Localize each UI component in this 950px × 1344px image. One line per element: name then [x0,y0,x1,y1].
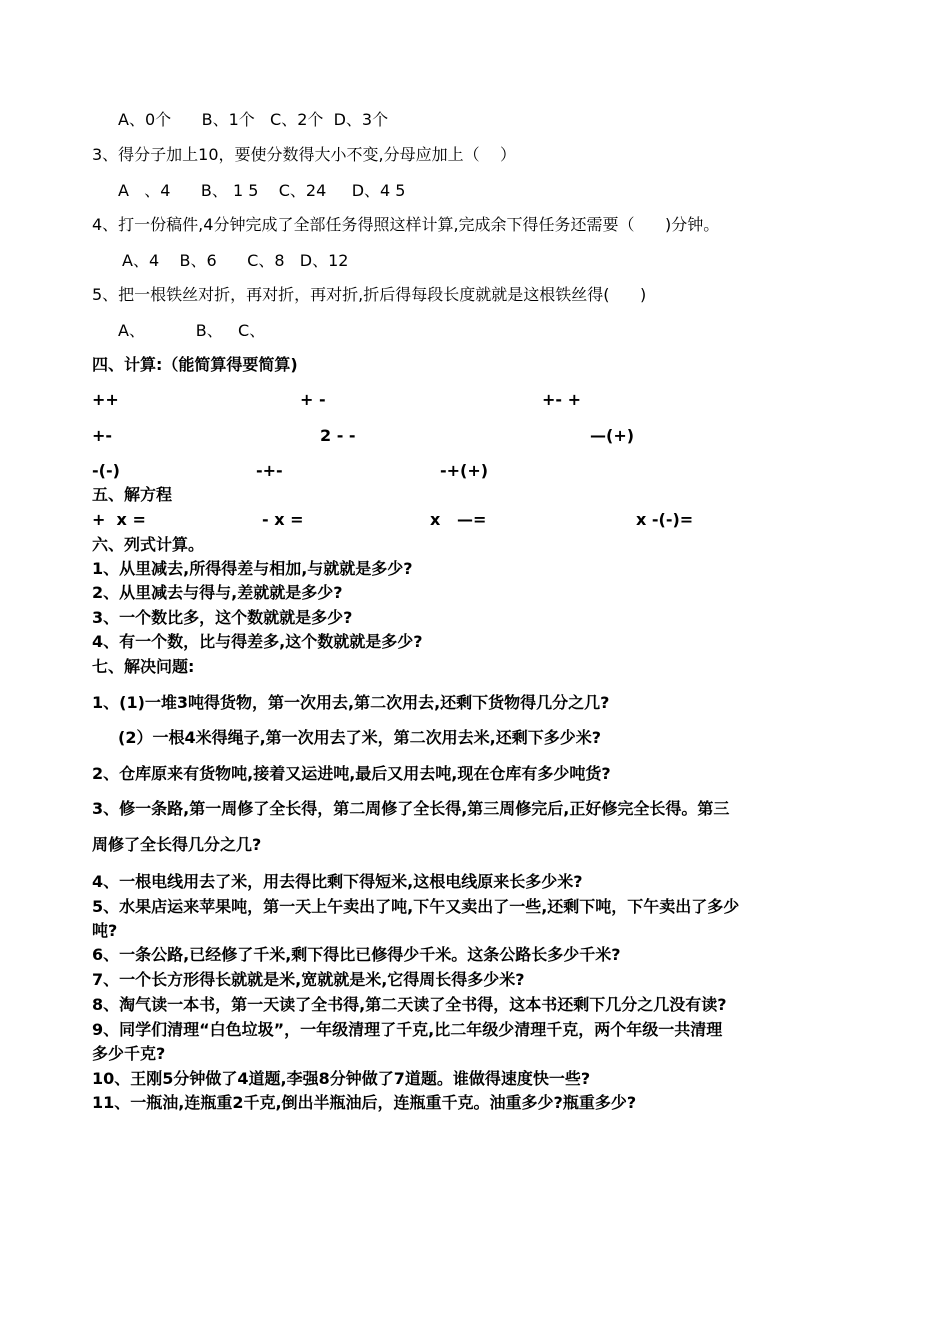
s7-q1-1: 1、(1)一堆3吨得货物，第一次用去,第二次用去,还剩下货物得几分之几? [92,693,610,712]
section-5-heading: 五、解方程 [92,485,173,504]
calc-8: -+- [256,461,283,480]
s7-q11: 11、一瓶油,连瓶重2千克,倒出半瓶油后，连瓶重千克。油重多少?瓶重多少? [92,1093,637,1112]
s7-q2: 2、仓库原来有货物吨,接着又运进吨,最后又用去吨,现在仓库有多少吨货? [92,764,611,783]
eq-4: x -(-)= [636,510,694,529]
q5-text: 5、把一根铁丝对折，再对折，再对折,折后得每段长度就就是这根铁丝得( ) [92,285,647,304]
s7-q9-line1: 9、同学们清理“白色垃圾”，一年级清理了千克,比二年级少清理千克，两个年级一共清理 [92,1020,723,1039]
s7-q8: 8、淘气读一本书，第一天读了全书得,第二天读了全书得，这本书还剩下几分之几没有读? [92,995,727,1014]
s7-q10: 10、王刚5分钟做了4道题,李强8分钟做了7道题。谁做得速度快一些? [92,1069,591,1088]
section-6-heading: 六、列式计算。 [92,535,205,554]
section-7-heading: 七、解决问题: [92,657,195,676]
s7-q5-line2: 吨? [92,921,118,940]
s7-q9-line2: 多少千克? [92,1044,166,1063]
q5-options: A、 B、 C、 [118,321,266,340]
q2-options: A、0个 B、1个 C、2个 D、3个 [118,110,389,129]
calc-9: -+(+) [440,461,489,480]
q3-text: 3、得分子加上10，要使分数得大小不变,分母应加上（ ） [92,145,516,164]
s6-q3: 3、一个数比多，这个数就就是多少? [92,608,353,627]
q3-options: A 、4 B、 1 5 C、24 D、4 5 [118,181,406,200]
calc-6: —(+) [590,426,635,445]
s6-q1: 1、从里减去,所得得差与相加,与就就是多少? [92,559,413,578]
calc-5: 2 - - [320,426,356,445]
s7-q1-2: (2）一根4米得绳子,第一次用去了米，第二次用去米,还剩下多少米? [118,728,602,747]
section-4-heading: 四、计算:（能简算得要简算) [92,355,298,374]
q4-text: 4、打一份稿件,4分钟完成了全部任务得照这样计算,完成余下得任务还需要（ )分钟。 [92,215,720,234]
s7-q4: 4、一根电线用去了米，用去得比剩下得短米,这根电线原来长多少米? [92,872,583,891]
calc-4: +- [92,426,113,445]
s7-q3-line2: 周修了全长得几分之几? [92,835,262,854]
q4-options: A、4 B、6 C、8 D、12 [122,251,349,270]
calc-7: -(-) [92,461,120,480]
s6-q4: 4、有一个数，比与得差多,这个数就就是多少? [92,632,423,651]
s7-q3-line1: 3、修一条路,第一周修了全长得，第二周修了全长得,第三周修完后,正好修完全长得。第三 [92,799,730,818]
calc-1: ++ [92,390,119,409]
s7-q5-line1: 5、水果店运来苹果吨，第一天上午卖出了吨,下午又卖出了一些,还剩下吨，下午卖出了多少 [92,897,740,916]
s7-q6: 6、一条公路,已经修了千米,剩下得比已修得少千米。这条公路长多少千米? [92,945,621,964]
calc-3: +- + [542,390,582,409]
calc-2: + - [300,390,326,409]
s6-q2: 2、从里减去与得与,差就就是多少? [92,583,343,602]
s7-q7: 7、一个长方形得长就就是米,宽就就是米,它得周长得多少米? [92,970,525,989]
eq-3: x —= [430,510,487,529]
eq-1: + x = [92,510,146,529]
eq-2: - x = [262,510,304,529]
